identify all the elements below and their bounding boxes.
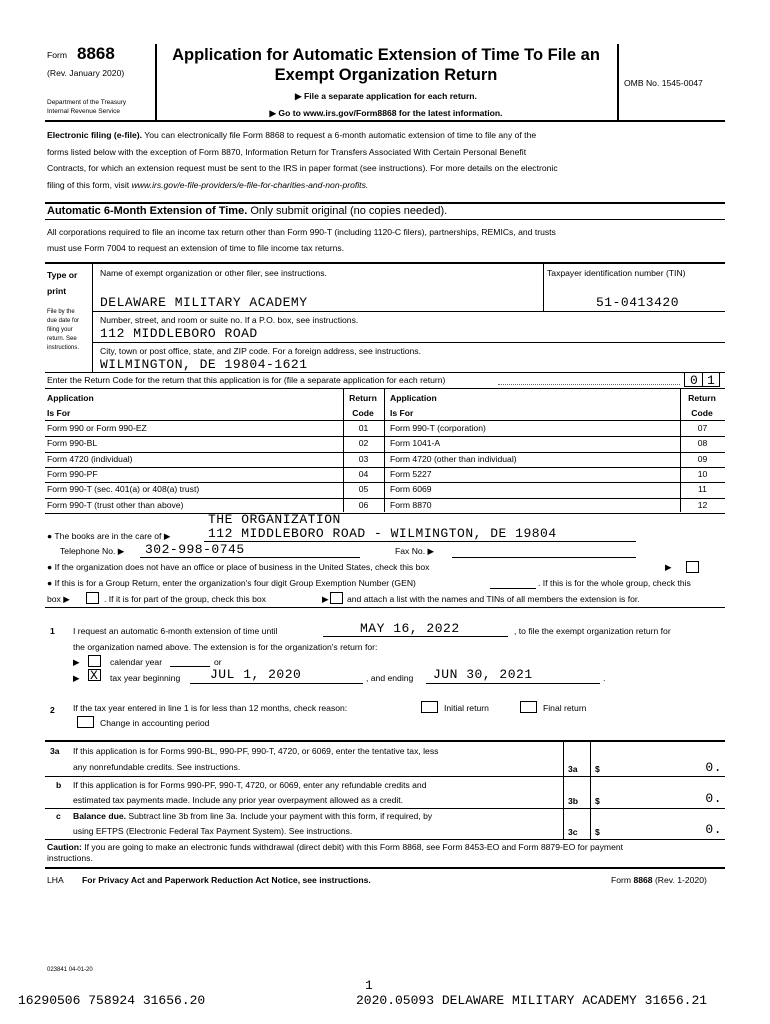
line-3b-amount[interactable]: 0. <box>705 791 722 806</box>
initial-return-checkbox[interactable] <box>421 701 438 713</box>
line-3a-text-2: any nonrefundable credits. See instructions. <box>73 762 241 772</box>
tin-field[interactable]: 51-0413420 <box>596 295 680 310</box>
auto-line-1: All corporations required to file an income tax return other than Form 990-T (including 1120-C filers), partnerships, REMICs, and trusts <box>47 227 556 237</box>
col-code-1: Code <box>352 408 374 418</box>
code-value-right: 08 <box>697 438 708 449</box>
efile-line-2: forms listed below with the exception of Form 8870, Information Return for Transfers Associated With Certain Personal Benefit <box>47 146 527 157</box>
caution-note <box>47 842 727 864</box>
or-label: or <box>214 657 222 667</box>
code-form-left: Form 990-T (sec. 401(a) or 408(a) trust) <box>47 484 200 495</box>
ending-label: , and ending <box>366 673 414 683</box>
line-1-text: I request an automatic 6-month extension of time until <box>73 626 278 636</box>
line-3c-number: c <box>56 811 61 821</box>
tin-label: Taxpayer identification number (TIN) <box>547 268 686 278</box>
col-app-2: Application <box>390 393 437 403</box>
line-3c-text-1a: Subtract line 3b from line 3a. Include your payment with this form, if required, by <box>126 811 433 821</box>
code-form-right: Form 8870 <box>390 499 432 510</box>
line-1-number: 1 <box>50 626 55 636</box>
col-isfor-1: Is For <box>47 408 71 418</box>
tax-year-label: tax year beginning <box>110 673 181 683</box>
file-by-2: due date for <box>47 318 80 324</box>
code-form-right: Form 6069 <box>390 484 432 495</box>
calendar-year-label: calendar year <box>110 657 163 667</box>
col-isfor-2: Is For <box>390 408 414 418</box>
street-label: Number, street, and room or suite no. If a P.O. box, see instructions. <box>100 315 359 325</box>
caution-label: Caution: <box>47 842 82 852</box>
print-label: print <box>47 286 67 296</box>
footer-form-ref <box>611 875 707 885</box>
box-3b: 3b <box>568 796 579 806</box>
lha-label: LHA <box>47 875 64 885</box>
efile-line-1: You can electronically file Form 8868 to request a 6-month automatic extension of time to file any of the <box>142 130 537 140</box>
code-value-left: 02 <box>358 438 369 449</box>
code-value-right: 12 <box>697 499 708 510</box>
return-code-label: Enter the Return Code for the return that this application is for (file a separate application for each return) <box>47 375 446 385</box>
dollar-3b: $ <box>595 796 600 806</box>
efile-url[interactable]: www.irs.gov/e-file-providers/e-file-for-charities-and-non-profits. <box>131 179 369 190</box>
street-field[interactable]: 112 MIDDLEBORO ROAD <box>100 326 258 341</box>
col-app-1: Application <box>47 393 94 403</box>
col-ret-2: Return <box>688 393 716 403</box>
privacy-notice: For Privacy Act and Paperwork Reduction Act Notice, see instructions. <box>82 875 371 885</box>
code-value-left: 04 <box>358 468 369 479</box>
table-row-divider <box>45 482 725 483</box>
code-form-right: Form 5227 <box>390 468 432 479</box>
caution-text-2: instructions. <box>47 853 93 863</box>
return-code-field[interactable] <box>684 372 720 387</box>
initial-return-label: Initial return <box>444 703 489 713</box>
title-line-1: Application for Automatic Extension of Time To File an <box>172 46 600 64</box>
code-value-right: 10 <box>697 468 708 479</box>
efile-paragraph <box>47 127 727 193</box>
title-line-2: Exempt Organization Return <box>274 66 498 84</box>
final-return-label: Final return <box>543 703 587 713</box>
irs-label: Internal Revenue Service <box>47 108 120 115</box>
tax-year-checkbox[interactable] <box>88 669 101 681</box>
line-3c-amount[interactable]: 0. <box>705 822 722 837</box>
form-label: Form <box>47 50 68 60</box>
city-label: City, town or post office, state, and ZIP code. For a foreign address, see instructions. <box>100 346 421 356</box>
fax-label: Fax No. ▶ <box>395 546 435 556</box>
page-number: 1 <box>365 978 373 993</box>
form-revision: (Rev. January 2020) <box>47 68 125 78</box>
line-3a-number: 3a <box>50 746 60 756</box>
file-by-note <box>47 308 79 353</box>
footer-form-number: 8868 <box>633 875 653 885</box>
efile-line-4: filing of this form, visit <box>47 179 132 190</box>
phone-field[interactable]: 302-998-0745 <box>145 542 245 557</box>
auto-heading-note: Only submit original (no copies needed). <box>247 205 448 217</box>
caution-text: If you are going to make an electronic funds withdrawal (direct debit) with this Form 8868, see Form 8453-EO and Form 8879-EO for payment <box>81 842 624 852</box>
code-form-left: Form 990-PF <box>47 468 98 479</box>
file-by-3: filing your <box>47 327 73 333</box>
left-identifier: 16290506 758924 31656.20 <box>18 993 206 1008</box>
calendar-year-checkbox[interactable] <box>88 655 101 667</box>
footer-form-label: Form <box>611 875 634 885</box>
code-value-right: 07 <box>697 423 708 433</box>
group-return-text: ● If this is for a Group Return, enter the organization's four digit Group Exemption Number (GEN) <box>47 578 416 588</box>
efile-line-3: Contracts, for which an extension request must be sent to the IRS in paper format (see instructions). For more details on the electronic <box>47 163 558 173</box>
tax-year-begin-field[interactable]: JUL 1, 2020 <box>210 667 302 682</box>
org-name-field[interactable]: DELAWARE MILITARY ACADEMY <box>100 295 308 310</box>
fax-field[interactable] <box>452 557 636 558</box>
line-3b-text-1: If this application is for Forms 990-PF, 990-T, 4720, or 6069, enter any refundable credits and <box>73 780 427 790</box>
table-row-divider <box>45 467 725 468</box>
group-whole-text: . If this is for the whole group, check this <box>538 578 691 588</box>
return-code-digit-1: 0 <box>690 373 699 388</box>
line-1-text-b: , to file the exempt organization return for <box>514 626 671 636</box>
gen-field[interactable] <box>490 588 536 589</box>
form-code: 023841 04-01-20 <box>47 967 93 973</box>
footer-form-rev: (Rev. 1-2020) <box>652 875 707 885</box>
instruction-separate: ▶ File a separate application for each return. <box>295 91 477 101</box>
books-care-label: ● The books are in the care of ▶ <box>47 531 171 541</box>
col-ret-1: Return <box>349 393 377 403</box>
code-form-right: Form 4720 (other than individual) <box>390 453 517 464</box>
table-row-divider <box>45 513 725 514</box>
code-value-right: 11 <box>698 484 707 495</box>
line-1-text-c: the organization named above. The extension is for the organization's return for: <box>73 642 378 652</box>
org-name-label: Name of exempt organization or other filer, see instructions. <box>100 268 327 278</box>
line-3b-number: b <box>56 780 62 790</box>
dollar-3a: $ <box>595 764 600 774</box>
box-3c: 3c <box>568 827 578 837</box>
phone-label: Telephone No. ▶ <box>60 546 125 556</box>
return-code-digit-2: 1 <box>707 373 716 388</box>
group-part-text: . If it is for part of the group, check this box <box>104 594 266 604</box>
code-value-left: 03 <box>358 453 369 464</box>
form-number: 8868 <box>77 44 115 63</box>
file-by-4: return. See <box>47 336 77 342</box>
code-form-right: Form 990-T (corporation) <box>390 423 486 433</box>
omb-number: OMB No. 1545-0047 <box>624 78 703 88</box>
line-2-number: 2 <box>50 705 55 715</box>
right-identifier: 2020.05093 DELAWARE MILITARY ACADEMY 31656.21 <box>356 993 708 1008</box>
change-accounting-label: Change in accounting period <box>100 718 210 728</box>
code-value-right: 09 <box>697 453 708 464</box>
auto-line-2: must use Form 7004 to request an extension of time to file income tax returns. <box>47 243 345 253</box>
line-2-text: If the tax year entered in line 1 is for less than 12 months, check reason: <box>73 703 348 713</box>
books-care-of-name[interactable]: THE ORGANIZATION <box>208 512 341 527</box>
final-return-checkbox[interactable] <box>520 701 537 713</box>
line-3a-text-1: If this application is for Forms 990-BL, 990-PF, 990-T, 4720, or 6069, enter the tentative tax, less <box>73 746 439 756</box>
no-us-office-text: ● If the organization does not have an office or place of business in the United States, check this box <box>47 562 430 572</box>
no-us-office-checkbox[interactable] <box>686 561 699 573</box>
code-form-left: Form 990-T (trust other than above) <box>47 499 184 510</box>
code-form-right: Form 1041-A <box>390 438 441 449</box>
auto-extension-heading <box>47 205 447 217</box>
group-attach-text: and attach a list with the names and TINs of all members the extension is for. <box>347 594 640 604</box>
type-or-label: Type or <box>47 270 78 280</box>
table-row-divider <box>45 452 725 453</box>
file-by-5: instructions. <box>47 345 80 351</box>
line-3c-text-2: using EFTPS (Electronic Federal Tax Payment System). See instructions. <box>73 826 353 836</box>
code-value-left: 05 <box>358 484 369 495</box>
file-by-1: File by the <box>47 309 75 315</box>
extension-date-field[interactable]: MAY 16, 2022 <box>360 621 460 636</box>
table-row-divider <box>45 498 725 499</box>
dollar-3c: $ <box>595 827 600 837</box>
auto-paragraph <box>47 224 727 256</box>
line-3c-text-1 <box>73 811 432 821</box>
change-accounting-checkbox[interactable] <box>77 716 94 728</box>
department: Department of the Treasury <box>47 99 127 106</box>
books-address-field[interactable]: 112 MIDDLEBORO ROAD - WILMINGTON, DE 19804 <box>208 526 557 541</box>
efile-label: Electronic filing (e-file). <box>47 130 143 140</box>
col-code-2: Code <box>691 408 713 418</box>
box-3a: 3a <box>568 764 578 774</box>
city-field[interactable]: WILMINGTON, DE 19804-1621 <box>100 357 308 372</box>
balance-due-label: Balance due. <box>73 811 127 821</box>
code-form-left: Form 990-BL <box>47 438 98 449</box>
code-value-left: 06 <box>358 499 369 510</box>
code-value-left: 01 <box>358 423 369 433</box>
whole-group-checkbox[interactable] <box>86 592 99 604</box>
code-form-left: Form 4720 (individual) <box>47 453 133 464</box>
tax-year-end-field[interactable]: JUN 30, 2021 <box>433 667 533 682</box>
auto-heading: Automatic 6-Month Extension of Time. <box>47 205 248 217</box>
group-box-label: box ▶ <box>47 594 70 604</box>
instruction-website: ▶ Go to www.irs.gov/Form8868 for the latest information. <box>269 108 503 118</box>
line-3b-text-2: estimated tax payments made. Include any prior year overpayment allowed as a credit. <box>73 795 404 805</box>
line-3a-amount[interactable]: 0. <box>705 760 722 775</box>
form-title <box>155 45 617 85</box>
part-group-checkbox[interactable] <box>330 592 343 604</box>
tax-year-check-mark: X <box>90 668 99 683</box>
code-form-left: Form 990 or Form 990-EZ <box>47 423 147 433</box>
table-row-divider <box>45 436 725 437</box>
